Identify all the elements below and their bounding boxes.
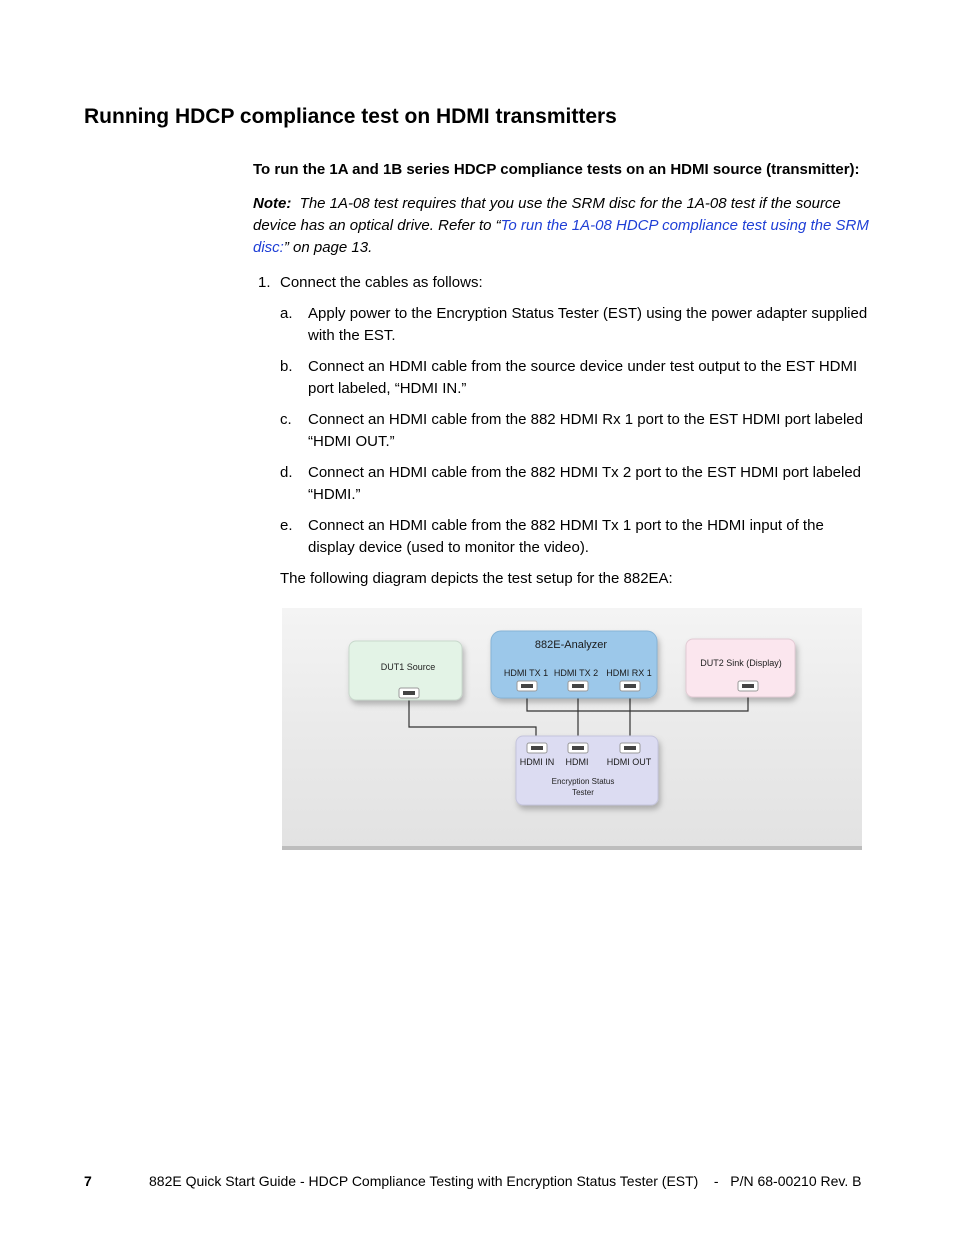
- analyzer-rx1-port-slot: [624, 684, 636, 688]
- est-label-line1: Encryption Status: [551, 777, 615, 786]
- note-text-after: ” on page 13.: [283, 239, 373, 256]
- diagram-intro-text: The following diagram depicts the test setup for the 882EA:: [280, 570, 673, 587]
- dut1-label: DUT1 Source: [380, 662, 436, 672]
- substep-label: b.: [280, 358, 293, 375]
- substep-label: e.: [280, 517, 293, 534]
- est-hdmi-in-port-slot: [531, 746, 543, 750]
- footer-page-number: 7: [84, 1173, 92, 1189]
- est-port-hdmi-out-label: HDMI OUT: [606, 757, 652, 767]
- analyzer-tx1-port-slot: [521, 684, 533, 688]
- substep-text: Connect an HDMI cable from the 882 HDMI Tx 2 port to the EST HDMI port labeled “HDMI.”: [308, 464, 862, 503]
- dut1-port-slot: [403, 691, 415, 695]
- dut2-label: DUT2 Sink (Display): [700, 658, 782, 668]
- est-hdmi-out-port-slot: [624, 746, 636, 750]
- step-text: Connect the cables as follows:: [280, 274, 483, 291]
- diagram-bottom-edge: [282, 846, 862, 850]
- est-port-hdmi-in-label: HDMI IN: [519, 757, 555, 767]
- substep-b: [280, 356, 880, 400]
- analyzer-port-tx2-label: HDMI TX 2: [553, 668, 599, 678]
- est-port-hdmi-label: HDMI: [565, 757, 589, 767]
- analyzer-port-tx1-label: HDMI TX 1: [503, 668, 549, 678]
- analyzer-port-rx1-label: HDMI RX 1: [606, 668, 652, 678]
- note-label: Note:: [253, 195, 292, 212]
- step-1: [258, 272, 878, 294]
- procedure-title: To run the 1A and 1B series HDCP compliance tests on an HDMI source (transmitter):: [253, 161, 860, 178]
- page-heading: Running HDCP compliance test on HDMI transmitters: [84, 105, 617, 128]
- footer-text: 882E Quick Start Guide - HDCP Compliance Testing with Encryption Status Tester (EST) - P/N 68-00210 Rev. B: [149, 1173, 862, 1189]
- analyzer-tx2-port-slot: [572, 684, 584, 688]
- substep-text: Connect an HDMI cable from the source device under test output to the EST HDMI port labeled, “HDMI IN.”: [308, 358, 858, 397]
- est-label-line2: Tester: [572, 788, 594, 797]
- substep-c: [280, 409, 880, 453]
- substep-text: Connect an HDMI cable from the 882 HDMI Tx 1 port to the HDMI input of the display device (used to monitor the video).: [308, 517, 824, 556]
- substep-a: [280, 303, 880, 347]
- step-number: 1.: [258, 274, 271, 291]
- substep-d: [280, 462, 880, 506]
- substep-label: a.: [280, 305, 293, 322]
- dut2-port-slot: [742, 684, 754, 688]
- substep-text: Connect an HDMI cable from the 882 HDMI Rx 1 port to the EST HDMI port labeled “HDMI OUT.”: [308, 411, 863, 450]
- analyzer-title: 882E-Analyzer: [534, 639, 608, 651]
- substep-e: [280, 515, 880, 559]
- note-text-before: The 1A-08 test requires that you use the SRM disc for the 1A-08 test if the source device has an optical drive. Refer to “: [253, 195, 841, 234]
- est-hdmi-port-slot: [572, 746, 584, 750]
- note-paragraph: [253, 193, 873, 259]
- srm-disc-link[interactable]: To run the 1A-08 HDCP compliance test using the SRM disc:: [253, 217, 869, 256]
- test-setup-diagram: [282, 608, 862, 850]
- substep-label: c.: [280, 411, 292, 428]
- substep-text: Apply power to the Encryption Status Tester (EST) using the power adapter supplied with the EST.: [308, 305, 868, 344]
- diagram-intro: [280, 568, 880, 590]
- substep-label: d.: [280, 464, 293, 481]
